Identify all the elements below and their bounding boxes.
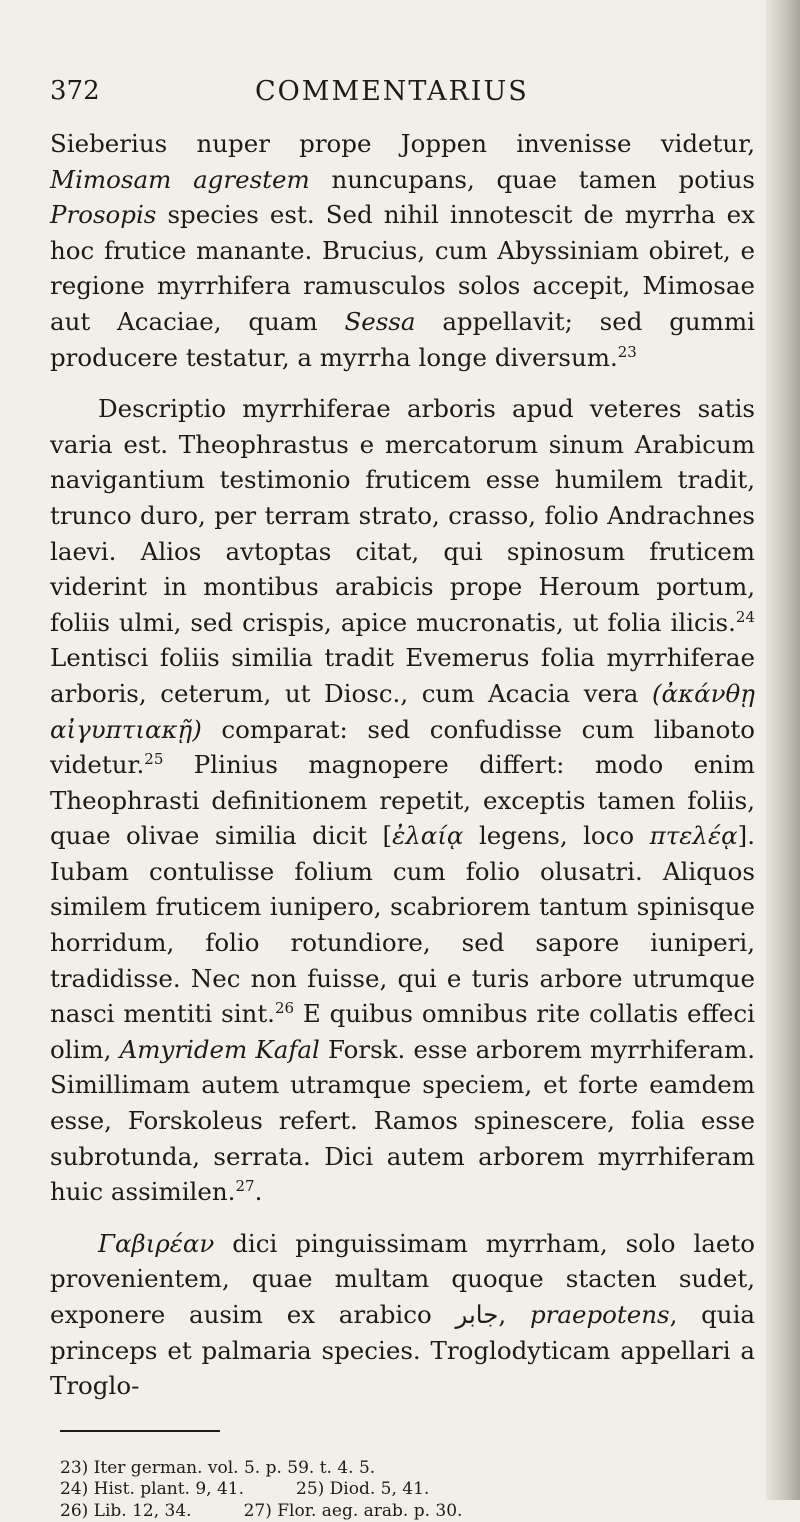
footnote-line bbox=[60, 1479, 755, 1501]
italic-term: Prosopis bbox=[50, 200, 157, 230]
text-span: Sieberius nuper prope Joppen invenisse videtur, bbox=[50, 129, 755, 158]
text-span: , quia princeps et palmaria species. Troglodyticam appellari a Troglo- bbox=[50, 1300, 756, 1401]
footnote-rule bbox=[60, 1430, 220, 1432]
greek-word: πτελέᾳ bbox=[649, 821, 738, 851]
text-span: appellavit; sed gummi producere testatur, a myrrha longe diversum. bbox=[50, 306, 755, 372]
running-head bbox=[50, 70, 755, 126]
text-span: Plinius magnopere differt: modo enim Theophrasti definitionem repetit, exceptis tamen foliis, quae olivae similia dicit [ bbox=[50, 750, 755, 851]
footnote-line bbox=[60, 1501, 755, 1522]
footnote-ref-24[interactable]: 24 bbox=[735, 607, 755, 626]
text-span: E quibus omnibus rite collatis effeci olim, bbox=[50, 999, 755, 1064]
footnote-ref-23[interactable]: 23 bbox=[617, 342, 637, 361]
arabic-word: جابر bbox=[455, 1300, 499, 1329]
text-span: Descriptio myrrhiferae arboris apud veteres satis varia est. Theophrastus e mercatorum sinum Arabicum navigantium testimonio fruticem esse humilem tradit, trunco duro, per terram strato, crasso, folio Andrachnes laevi. Alios avtoptas citat, qui spinosum fruticem viderint in montibus arabicis prope Heroum portum, foliis ulmi, sed crispis, apice mucronatis, ut folia ilicis. bbox=[50, 394, 755, 637]
paragraph-gabirean bbox=[50, 1226, 755, 1404]
footnote-line bbox=[60, 1458, 755, 1480]
footnote-25: 25) Diod. 5, 41. bbox=[296, 1479, 430, 1500]
italic-term: praepotens bbox=[529, 1300, 670, 1329]
paragraph-sieberius bbox=[50, 126, 755, 375]
footnote-ref-25[interactable]: 25 bbox=[144, 750, 164, 769]
book-page bbox=[50, 70, 755, 1522]
page-edge-shadow bbox=[766, 0, 800, 1500]
footnote-ref-27[interactable]: 27 bbox=[235, 1177, 255, 1196]
text-span: dici pinguissimam myrrham, solo laeto provenientem, quae multam quoque stacten sudet, exponere ausim ex arabico bbox=[50, 1228, 755, 1329]
footnotes bbox=[60, 1458, 755, 1522]
greek-word: Γαβιρέαν bbox=[98, 1228, 215, 1258]
text-span: , bbox=[498, 1300, 530, 1329]
text-span: ]. Iubam contulisse folium cum folio olusatri. Aliquos similem fruticem iunipero, scabriorem tantum spinisque horridum, folio rotundiore, sed sapore iuniperi, tradidisse. Nec non fuisse, qui e turis arbore utrumque nasci mentiti sint. bbox=[50, 821, 756, 1029]
text-span: nuncupans, quae tamen potius bbox=[309, 164, 755, 194]
italic-term: Sessa bbox=[344, 306, 416, 336]
text-span: Forsk. esse arborem myrrhiferam. Simillimam autem utramque speciem, et forte eamdem esse, Forskoleus refert. Ramos spinescere, folia esse subrotunda, serrata. Dici autem arborem myrrhiferam huic assimilen. bbox=[50, 1034, 756, 1207]
footnote-27: 27) Flor. aeg. arab. p. 30. bbox=[243, 1500, 463, 1521]
italic-term: Mimosam agrestem bbox=[50, 164, 310, 194]
greek-word: ἐλαίᾳ bbox=[392, 821, 464, 851]
italic-term: Amyridem Kafal bbox=[119, 1034, 320, 1064]
text-span: legens, loco bbox=[463, 821, 650, 851]
footnote-24: 24) Hist. plant. 9, 41. bbox=[60, 1479, 244, 1500]
footnote-ref-26[interactable]: 26 bbox=[274, 999, 295, 1018]
text-span: . bbox=[254, 1177, 263, 1207]
text-span: Lentisci foliis similia tradit Evemerus folia myrrhiferae arboris, ceterum, ut Diosc., cum Acacia vera bbox=[50, 643, 755, 708]
footnote-23: 23) Iter german. vol. 5. p. 59. t. 4. 5. bbox=[60, 1457, 376, 1478]
paragraph-descriptio bbox=[50, 391, 755, 1210]
text-span: comparat: sed confudisse cum libanoto videtur. bbox=[50, 714, 755, 780]
footnote-26: 26) Lib. 12, 34. bbox=[60, 1500, 192, 1521]
page-number: 372 bbox=[50, 76, 100, 106]
text-span: species est. Sed nihil innotescit de myrrha ex hoc frutice manante. Brucius, cum Abyssiniam obiret, e regione myrrhifera ramusculos solos accepit, Mimosae aut Acaciae, quam bbox=[50, 200, 755, 336]
running-title: COMMENTARIUS bbox=[255, 76, 529, 107]
greek-phrase: (ἀκάνθῃ αἰγυπτιακῇ) bbox=[50, 678, 755, 744]
